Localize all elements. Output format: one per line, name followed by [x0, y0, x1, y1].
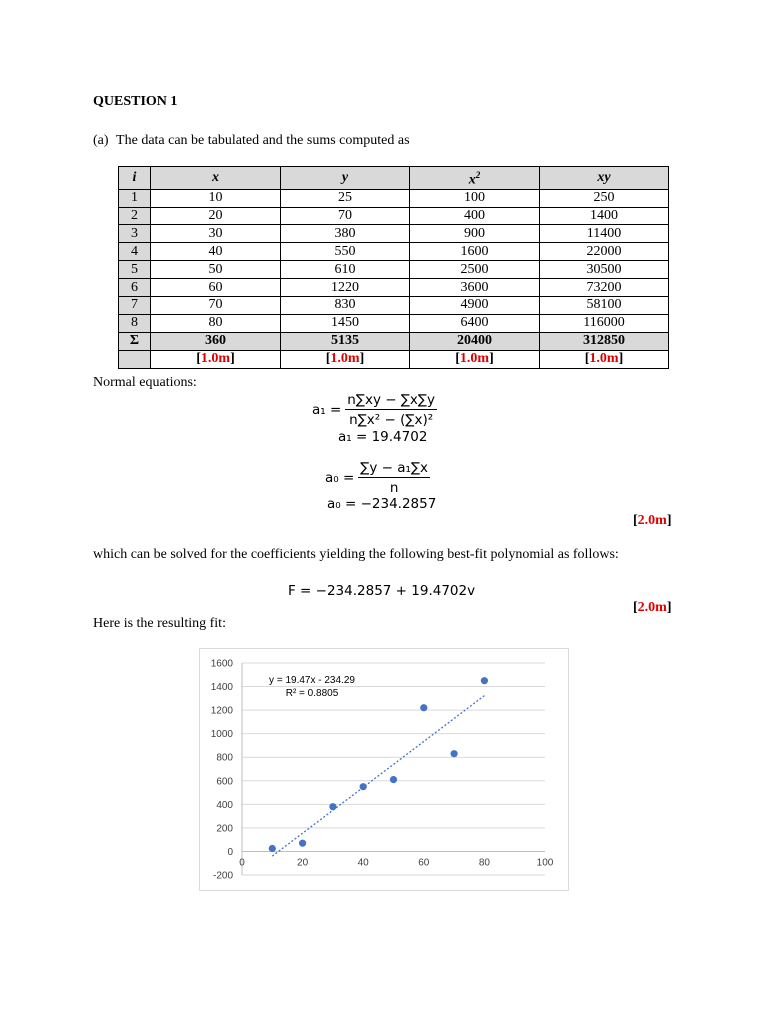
table-row — [119, 207, 669, 225]
mark-1m: [1.0m] — [151, 350, 281, 368]
trendline — [272, 696, 484, 857]
part-a-text: The data can be tabulated and the sums computed as — [116, 133, 410, 148]
chart-svg — [200, 649, 568, 890]
a1-lhs: a₁ = — [312, 402, 342, 418]
y-tick-label: 800 — [216, 752, 233, 764]
data-point — [360, 783, 367, 790]
y-tick-label: 0 — [227, 846, 233, 858]
table-cell: 116000 — [540, 314, 669, 332]
table-cell: 6400 — [410, 314, 540, 332]
x-tick-label: 20 — [297, 857, 309, 869]
a0-formula — [325, 460, 430, 496]
sum-cell: 360 — [151, 332, 281, 350]
trendline-equation: y = 19.47x - 234.29 — [269, 675, 355, 686]
sum-cell: 312850 — [540, 332, 669, 350]
header-x2: $x^2$ — [410, 167, 540, 190]
table-row — [119, 297, 669, 315]
table-cell: 2500 — [410, 261, 540, 279]
table-cell: 100 — [410, 189, 540, 207]
sum-row — [119, 332, 669, 350]
table-cell: 380 — [281, 225, 410, 243]
x-tick-label: 100 — [536, 857, 554, 869]
table-cell: 58100 — [540, 297, 669, 315]
sum-cell: Σ — [119, 332, 151, 350]
data-point — [481, 677, 488, 684]
x-tick-label: 40 — [357, 857, 369, 869]
table-cell: 30500 — [540, 261, 669, 279]
marks-row — [119, 350, 669, 368]
table-cell: 2 — [119, 207, 151, 225]
x-tick-label: 0 — [239, 857, 245, 869]
a0-value: a₀ = −234.2857 — [327, 496, 437, 512]
question-heading: QUESTION 1 — [93, 94, 178, 109]
part-a-line — [93, 133, 410, 149]
sum-cell: 5135 — [281, 332, 410, 350]
header-y: y — [281, 167, 410, 190]
table-cell: 11400 — [540, 225, 669, 243]
table-row — [119, 279, 669, 297]
table-cell: 73200 — [540, 279, 669, 297]
table-cell: 8 — [119, 314, 151, 332]
table-cell: 4900 — [410, 297, 540, 315]
table-cell: 25 — [281, 189, 410, 207]
part-a-label: (a) — [93, 133, 109, 148]
table-cell: 4 — [119, 243, 151, 261]
header-i: i — [119, 167, 151, 190]
data-point — [269, 845, 276, 852]
header-x: x — [151, 167, 281, 190]
sum-cell: 20400 — [410, 332, 540, 350]
table-row — [119, 314, 669, 332]
y-tick-label: 1200 — [210, 705, 233, 717]
table-cell: 1400 — [540, 207, 669, 225]
table-cell: 40 — [151, 243, 281, 261]
marks-blank-cell — [119, 350, 151, 368]
table-cell: 1450 — [281, 314, 410, 332]
table-row — [119, 261, 669, 279]
r-squared: R² = 0.8805 — [285, 688, 339, 699]
table-cell: 250 — [540, 189, 669, 207]
table-cell: 80 — [151, 314, 281, 332]
header-xy: xy — [540, 167, 669, 190]
data-point — [451, 750, 458, 757]
table-cell: 70 — [281, 207, 410, 225]
y-tick-label: 1400 — [210, 682, 233, 694]
table-row — [119, 243, 669, 261]
table-cell: 610 — [281, 261, 410, 279]
data-table — [118, 166, 669, 369]
a0-denominator: n — [389, 480, 399, 496]
table-cell: 30 — [151, 225, 281, 243]
y-tick-label: 200 — [216, 823, 233, 835]
mark-2m-first: [2.0m] — [633, 513, 672, 528]
a1-formula — [312, 392, 437, 428]
solve-text: which can be solved for the coefficients yielding the following best-fit polynomial as follows: — [93, 547, 619, 562]
table-cell: 10 — [151, 189, 281, 207]
mark-1m: [1.0m] — [540, 350, 669, 368]
mark-1m: [1.0m] — [281, 350, 410, 368]
table-cell: 50 — [151, 261, 281, 279]
table-cell: 22000 — [540, 243, 669, 261]
table-cell: 70 — [151, 297, 281, 315]
table-cell: 400 — [410, 207, 540, 225]
table-cell: 550 — [281, 243, 410, 261]
table-row — [119, 225, 669, 243]
table-cell: 60 — [151, 279, 281, 297]
scatter-chart — [199, 648, 569, 891]
y-tick-label: 1600 — [210, 658, 233, 670]
table-cell: 3 — [119, 225, 151, 243]
table-cell: 900 — [410, 225, 540, 243]
table-header-row — [119, 167, 669, 190]
y-tick-label: 1000 — [210, 729, 233, 741]
x-tick-label: 80 — [478, 857, 490, 869]
table-cell: 7 — [119, 297, 151, 315]
x-tick-label: 60 — [418, 857, 430, 869]
y-tick-label: 600 — [216, 776, 233, 788]
data-point — [420, 704, 427, 711]
table-cell: 5 — [119, 261, 151, 279]
table-cell: 3600 — [410, 279, 540, 297]
y-tick-label: -200 — [212, 870, 233, 882]
data-point — [299, 840, 306, 847]
table-cell: 6 — [119, 279, 151, 297]
table-cell: 20 — [151, 207, 281, 225]
a1-value: a₁ = 19.4702 — [338, 429, 428, 445]
mark-2m-second: [2.0m] — [633, 600, 672, 615]
table-cell: 830 — [281, 297, 410, 315]
y-tick-label: 400 — [216, 799, 233, 811]
a0-lhs: a₀ = — [325, 470, 355, 486]
table-cell: 1 — [119, 189, 151, 207]
a1-denominator: n∑x² − (∑x)² — [349, 412, 434, 428]
a0-numerator: ∑y − a₁∑x — [360, 460, 429, 476]
mark-1m: [1.0m] — [410, 350, 540, 368]
data-point — [390, 776, 397, 783]
a1-numerator: n∑xy − ∑x∑y — [347, 392, 435, 408]
table-cell: 1600 — [410, 243, 540, 261]
normal-equations-label: Normal equations: — [93, 375, 197, 390]
data-point — [329, 803, 336, 810]
table-cell: 1220 — [281, 279, 410, 297]
fit-text: Here is the resulting fit: — [93, 616, 226, 631]
table-row — [119, 189, 669, 207]
fit-equation: F = −234.2857 + 19.4702v — [288, 583, 476, 599]
